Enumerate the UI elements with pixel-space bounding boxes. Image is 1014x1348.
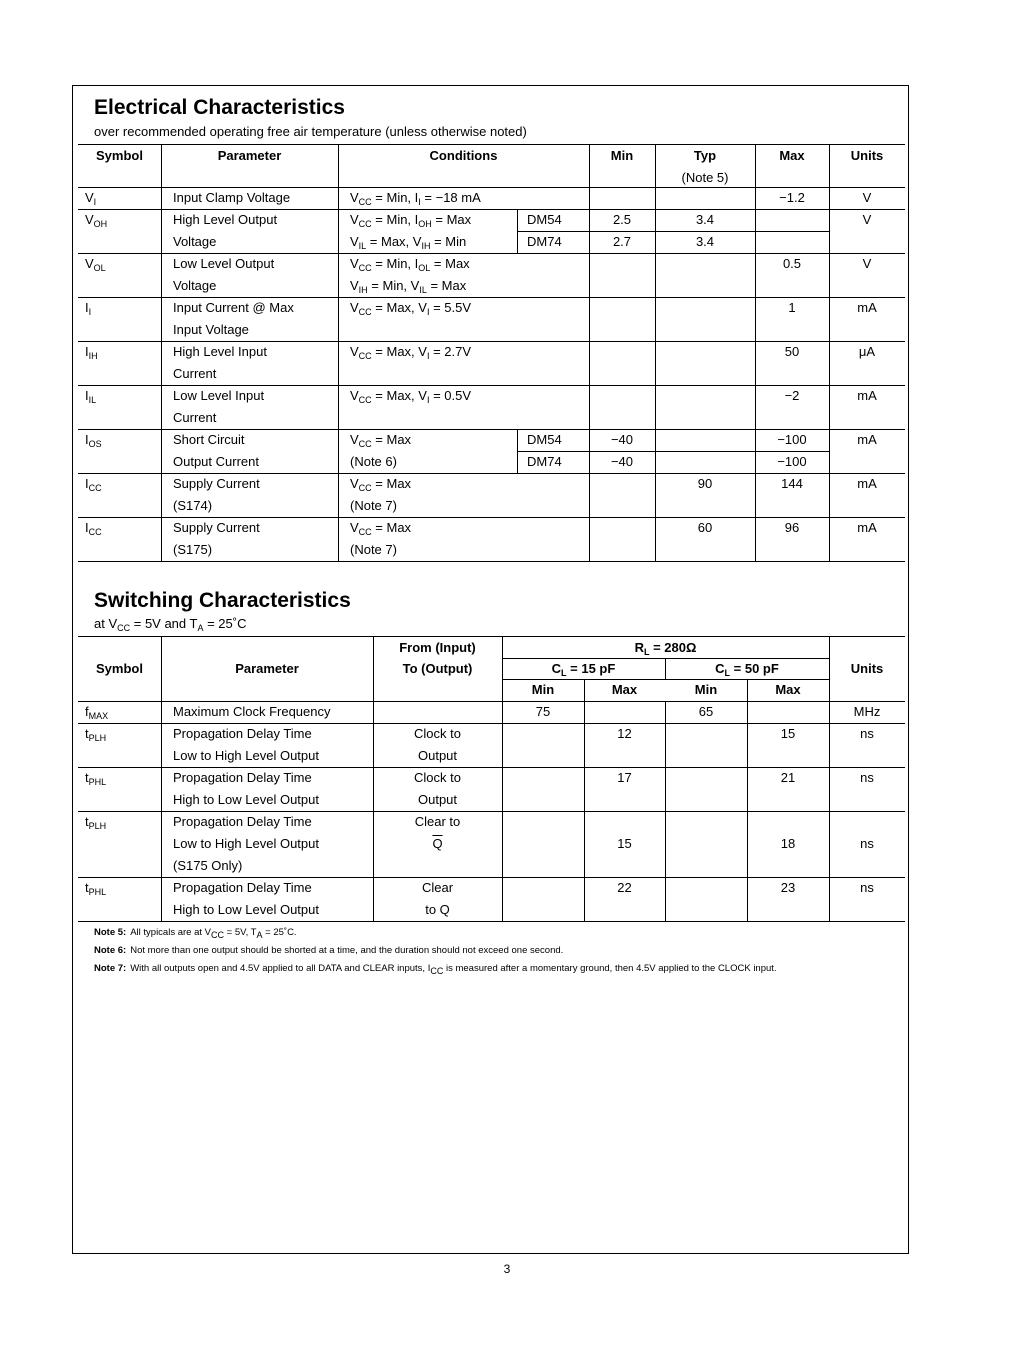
table-rule <box>78 921 905 922</box>
footnote-label: Note 5: <box>94 927 127 938</box>
table-rule <box>584 679 585 701</box>
header-max: Max <box>775 682 801 697</box>
value-cell: 18 <box>780 836 796 851</box>
max-cell: −2 <box>784 388 800 403</box>
units-cell: ns <box>860 836 874 851</box>
value-cell: 65 <box>698 704 714 719</box>
condition-cell: $V_{CC}$ = Min, $I_{OL}$ = Max <box>350 256 470 273</box>
parameter-cell: Propagation Delay Time <box>173 726 312 741</box>
table-rule <box>373 636 374 921</box>
units-cell: V <box>862 190 872 205</box>
symbol-cell: $V_{OH}$ <box>85 212 108 229</box>
header-max: Max <box>611 682 638 697</box>
table-rule <box>584 701 585 921</box>
from-to-cell: Output <box>417 792 458 807</box>
table-rule <box>755 144 756 561</box>
parameter-cell: Current <box>173 410 217 425</box>
symbol-cell: $V_{OL}$ <box>85 256 106 273</box>
max-cell: 50 <box>784 344 800 359</box>
condition-cell: $V_{CC}$ = Max <box>350 476 412 493</box>
header-to: To (Output) <box>402 661 473 676</box>
header-min: Min <box>694 682 718 697</box>
units-cell: mA <box>857 520 877 535</box>
footnote: Note 5: All typicals are at $V_{CC} = 5V$, $T_A$ = 25˚C. <box>94 927 297 940</box>
parameter-cell: Maximum Clock Frequency <box>173 704 331 719</box>
min-cell: −40 <box>610 454 634 469</box>
parameter-cell: Voltage <box>173 234 217 249</box>
value-cell: 22 <box>617 880 632 895</box>
parameter-cell: Input Current @ Max <box>173 300 294 315</box>
switching-title: Switching Characteristics <box>94 589 351 612</box>
units-cell: mA <box>857 300 877 315</box>
typ-cell: 3.4 <box>695 234 715 249</box>
header-typ-note: (Note 5) <box>681 170 729 185</box>
from-to-cell: Clock to <box>414 770 461 785</box>
value-cell: 23 <box>780 880 796 895</box>
symbol-cell: $f_{MAX}$ <box>85 704 109 721</box>
header-rl: $R_L = 280\Omega$ <box>634 640 697 657</box>
from-to-cell: Clock to <box>414 726 461 741</box>
value-cell: 15 <box>780 726 796 741</box>
condition-cell: $V_{CC}$ = Max, $V_I = 2.7V$ <box>350 344 472 361</box>
value-cell: 21 <box>780 770 796 785</box>
parameter-cell: (S174) <box>173 498 213 513</box>
device-cell: DM74 <box>527 454 562 469</box>
header-cl15: $C_L = 15$ pF <box>551 661 616 678</box>
parameter-cell: Low to High Level Output <box>173 836 319 851</box>
table-rule <box>747 679 748 701</box>
parameter-cell: Low to High Level Output <box>173 748 319 763</box>
value-cell: 75 <box>535 704 551 719</box>
units-cell: ns <box>860 726 874 741</box>
parameter-cell: (S175) <box>173 542 213 557</box>
min-cell: 2.5 <box>612 212 632 227</box>
device-cell: DM74 <box>527 234 562 249</box>
header-conditions: Conditions <box>429 148 498 163</box>
value-cell: 12 <box>617 726 632 741</box>
condition-cell: (Note 6) <box>350 454 397 469</box>
condition-cell: $V_{CC}$ = Max, $V_I = 5.5V$ <box>350 300 472 317</box>
parameter-cell: Low Level Output <box>173 256 275 271</box>
header-symbol: Symbol <box>96 661 143 676</box>
table-rule <box>747 701 748 921</box>
symbol-cell: $I_{CC}$ <box>85 520 102 537</box>
electrical-title: Electrical Characteristics <box>94 96 345 119</box>
condition-cell: $V_{CC}$ = Max <box>350 520 412 537</box>
units-cell: V <box>862 256 872 271</box>
table-rule <box>517 451 829 452</box>
switching-subtitle: at $V_{CC} = 5V$ and $T_A$ = 25˚C <box>94 616 247 633</box>
min-cell: −40 <box>610 432 634 447</box>
table-rule <box>655 144 656 561</box>
condition-cell: $V_{CC}$ = Max <box>350 432 412 449</box>
header-symbol: Symbol <box>96 148 143 163</box>
units-cell: mA <box>857 432 877 447</box>
condition-cell: $V_{CC}$ = Max, $V_I = 0.5V$ <box>350 388 472 405</box>
table-rule <box>517 231 829 232</box>
parameter-cell: Current <box>173 366 217 381</box>
from-to-cell: Clear to <box>414 814 461 829</box>
symbol-cell: $t_{PHL}$ <box>85 880 107 897</box>
table-rule <box>665 658 666 679</box>
units-cell: mA <box>857 476 877 491</box>
max-cell: 0.5 <box>782 256 802 271</box>
footnote-label: Note 6: <box>94 945 127 956</box>
max-cell: −100 <box>777 454 807 469</box>
device-cell: DM54 <box>527 432 562 447</box>
condition-cell: $V_{CC}$ = Min, $I_I = -18$ mA <box>350 190 481 207</box>
table-rule <box>589 144 590 561</box>
units-cell: V <box>862 212 872 227</box>
table-rule <box>665 701 666 921</box>
typ-cell: 90 <box>697 476 713 491</box>
header-units: Units <box>850 148 884 163</box>
header-min: Min <box>610 148 634 163</box>
min-cell: 2.7 <box>612 234 632 249</box>
symbol-cell: $I_{IH}$ <box>85 344 98 361</box>
parameter-cell: Propagation Delay Time <box>173 814 312 829</box>
symbol-cell: $I_{CC}$ <box>85 476 102 493</box>
value-cell: 17 <box>617 770 632 785</box>
parameter-cell: Propagation Delay Time <box>173 770 312 785</box>
parameter-cell: Input Voltage <box>173 322 249 337</box>
condition-cell: $V_{IL}$ = Max, $V_{IH}$ = Min <box>350 234 467 251</box>
parameter-cell: High Level Input <box>173 344 267 359</box>
parameter-cell: Supply Current <box>173 476 260 491</box>
table-rule <box>829 636 830 921</box>
parameter-cell: High to Low Level Output <box>173 902 319 917</box>
table-rule <box>502 636 503 921</box>
parameter-cell: Input Clamp Voltage <box>173 190 291 205</box>
header-from: From (Input) <box>399 640 476 655</box>
parameter-cell: Voltage <box>173 278 217 293</box>
footnote: Note 6: Not more than one output should be shorted at a time, and the duration should not exceed one second. <box>94 945 564 956</box>
units-cell: ns <box>860 880 874 895</box>
table-rule <box>161 636 162 921</box>
table-rule <box>338 144 339 561</box>
from-to-cell: $\overline{Q}$ <box>432 836 443 851</box>
condition-cell: (Note 7) <box>350 498 397 513</box>
units-cell: mA <box>857 388 877 403</box>
max-cell: 1 <box>788 300 796 315</box>
parameter-cell: High to Low Level Output <box>173 792 319 807</box>
symbol-cell: $I_I$ <box>85 300 92 317</box>
page-number: 3 <box>503 1262 511 1276</box>
from-to-cell: to Q <box>425 902 450 917</box>
table-rule <box>161 144 162 561</box>
max-cell: 96 <box>784 520 800 535</box>
electrical-subtitle: over recommended operating free air temperature (unless otherwise noted) <box>94 124 527 139</box>
from-to-cell: Output <box>417 748 458 763</box>
symbol-cell: $I_{IL}$ <box>85 388 97 405</box>
parameter-cell: Propagation Delay Time <box>173 880 312 895</box>
parameter-cell: Output Current <box>173 454 259 469</box>
footnote-label: Note 7: <box>94 963 127 974</box>
header-max: Max <box>779 148 805 163</box>
max-cell: 144 <box>781 476 803 491</box>
condition-cell: (Note 7) <box>350 542 397 557</box>
typ-cell: 3.4 <box>695 212 715 227</box>
symbol-cell: $I_{OS}$ <box>85 432 102 449</box>
symbol-cell: $t_{PLH}$ <box>85 814 107 831</box>
footnote: Note 7: With all outputs open and 4.5V applied to all DATA and CLEAR inputs, $I_{CC}$ is measured after a momentary ground, then 4.5V applied to the CLOCK input. <box>94 963 777 976</box>
symbol-cell: $t_{PHL}$ <box>85 770 107 787</box>
condition-cell: $V_{CC}$ = Min, $I_{OH}$ = Max <box>350 212 472 229</box>
units-cell: ns <box>860 770 874 785</box>
parameter-cell: Supply Current <box>173 520 260 535</box>
symbol-cell: $t_{PLH}$ <box>85 726 107 743</box>
table-rule <box>78 561 905 562</box>
header-cl50: $C_L = 50$ pF <box>715 661 779 678</box>
header-min: Min <box>531 682 555 697</box>
from-to-cell: Clear <box>421 880 454 895</box>
device-cell: DM54 <box>527 212 562 227</box>
parameter-cell: Short Circuit <box>173 432 245 447</box>
header-parameter: Parameter <box>235 661 299 676</box>
header-units: Units <box>850 661 884 676</box>
header-typ: Typ <box>693 148 717 163</box>
table-rule <box>829 144 830 561</box>
parameter-cell: (S175 Only) <box>173 858 243 873</box>
max-cell: −1.2 <box>779 190 805 205</box>
header-parameter: Parameter <box>217 148 282 163</box>
units-cell: MHz <box>853 704 881 719</box>
parameter-cell: Low Level Input <box>173 388 265 403</box>
condition-cell: $V_{IH}$ = Min, $V_{IL}$ = Max <box>350 278 467 295</box>
parameter-cell: High Level Output <box>173 212 278 227</box>
value-cell: 15 <box>617 836 632 851</box>
units-cell: μA <box>858 344 876 359</box>
symbol-cell: $V_I$ <box>85 190 97 207</box>
typ-cell: 60 <box>697 520 713 535</box>
max-cell: −100 <box>777 432 807 447</box>
